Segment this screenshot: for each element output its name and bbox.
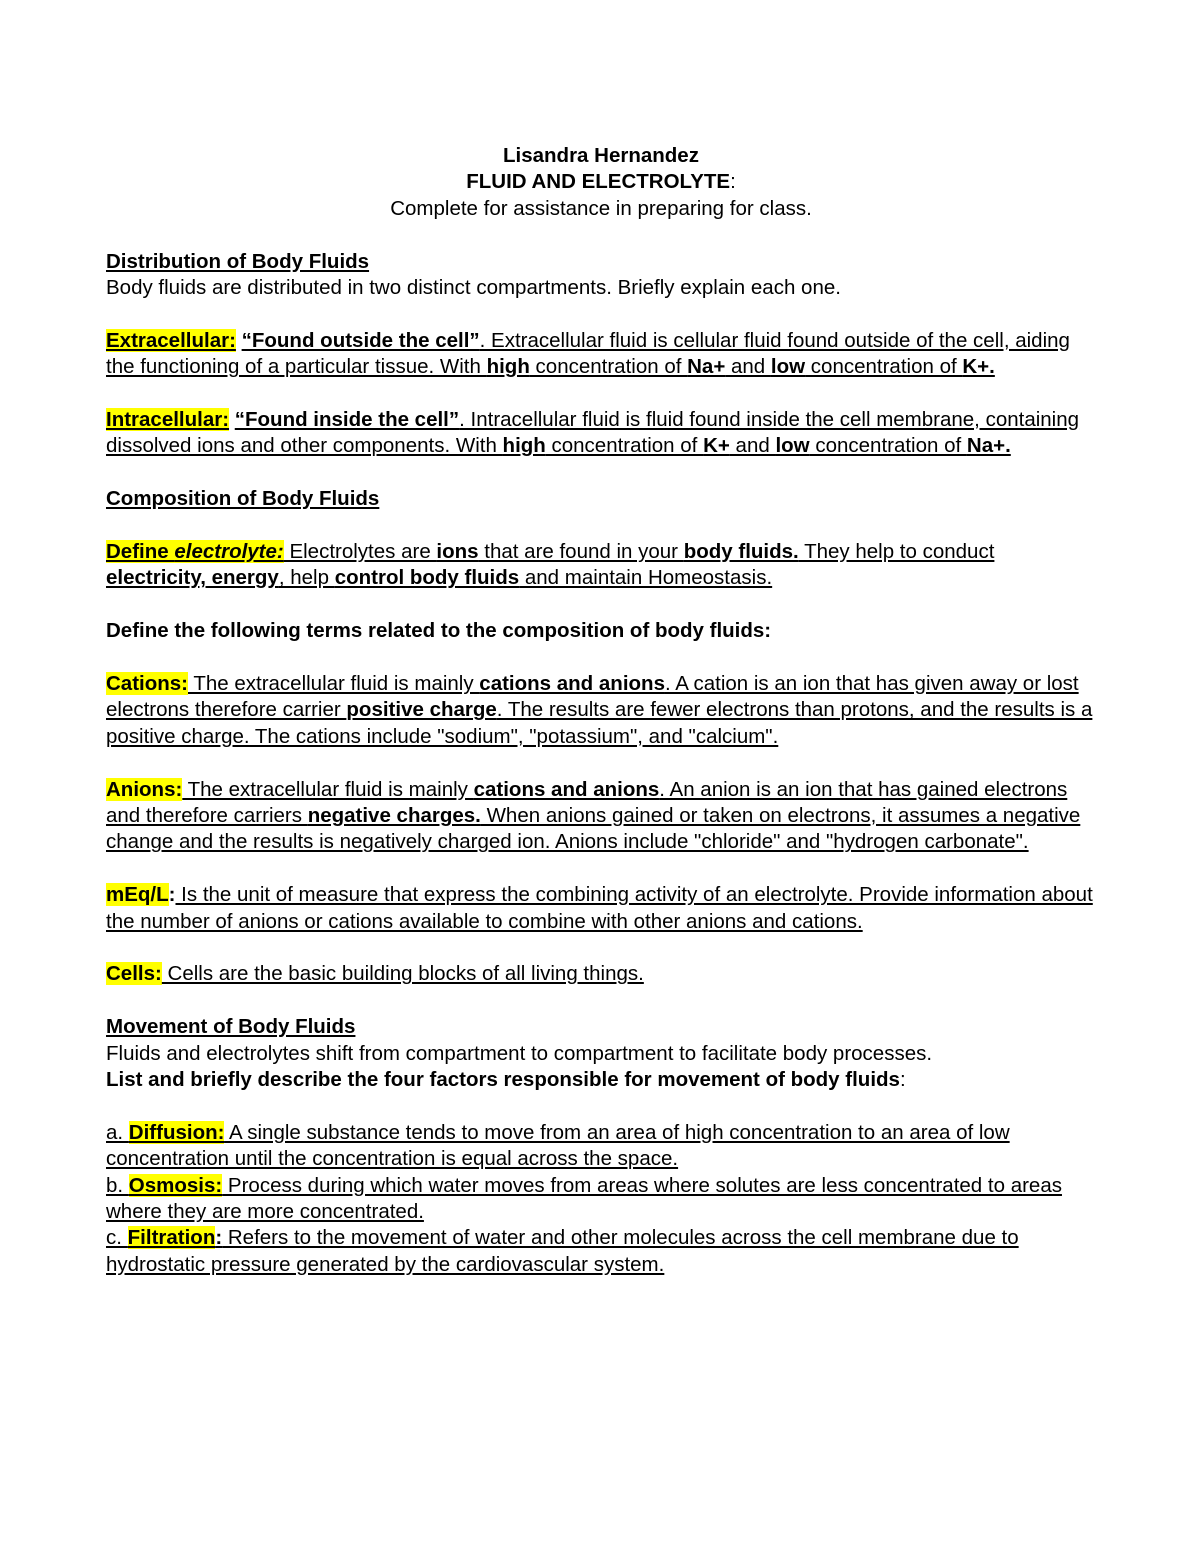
cations-definition: Cations: The extracellular fluid is mainly cations and anions. A cation is an ion that has given away or lost electrons therefore carrier positive charge. The results are fewer electrons than protons, and the results is a positive charge. The cations include "sodium", "potassium", and "calcium". [106, 672, 1093, 748]
document-content [106, 143, 1096, 1278]
diffusion-label: Diffusion: [128, 1120, 225, 1144]
document-subtitle: Complete for assistance in preparing for class. [390, 196, 812, 220]
anions-definition: Anions: The extracellular fluid is mainly cations and anions. An anion is an ion that has gained electrons and therefore carriers negative charges. When anions gained or taken on electrons, it assumes a negative change and the results is negatively charged ion. Anions include "chloride" and "hydrogen carbonate". [106, 777, 1081, 854]
distribution-intro: Body fluids are distributed in two distinct compartments. Briefly explain each one. [106, 276, 841, 300]
intracellular-label: Intracellular: [106, 408, 230, 432]
intracellular-definition: Intracellular: “Found inside the cell”. Intracellular fluid is fluid found inside the cell membrane, containing dissolved ions and other components. With high concentration of K+ and low concentration of Na+. [106, 408, 1080, 458]
movement-intro: Fluids and electrolytes shift from compartment to compartment to facilitate body processes. [106, 1041, 933, 1065]
electrolyte-label: Define electrolyte: [106, 540, 284, 564]
terms-heading: Define the following terms related to the composition of body fluids: [106, 619, 772, 643]
anions-label: Anions: [106, 777, 183, 801]
meq-label: mEq/L [106, 883, 169, 907]
filtration-label: Filtration [127, 1226, 216, 1250]
factor-item-diffusion: a. Diffusion: A single substance tends to move from an area of high concentration to an area of low concentration until the concentration is equal across the space. [106, 1120, 1010, 1171]
factors-heading: List and briefly describe the four factors responsible for movement of body fluids: [106, 1068, 906, 1092]
document-header [106, 143, 1096, 222]
composition-heading: Composition of Body Fluids [106, 487, 380, 511]
osmosis-label: Osmosis: [128, 1173, 223, 1197]
extracellular-label: Extracellular: [106, 328, 236, 352]
movement-heading: Movement of Body Fluids [106, 1015, 356, 1039]
document-title: FLUID AND ELECTROLYTE: [466, 170, 736, 194]
author-name: Lisandra Hernandez [503, 144, 699, 167]
cells-definition: Cells: Cells are the basic building blocks of all living things. [106, 962, 644, 986]
meq-definition: mEq/L: Is the unit of measure that express the combining activity of an electrolyte. Provide information about the number of anions or cations available to combine with other anions and cations. [106, 883, 1093, 933]
electrolyte-definition: Define electrolyte: Electrolytes are ions that are found in your body fluids. They help to conduct electricity, energy, help control body fluids and maintain Homeostasis. [106, 540, 995, 590]
cations-label: Cations: [106, 672, 188, 696]
factor-item-osmosis: b. Osmosis: Process during which water moves from areas where solutes are less concentrated to areas where they are more concentrated. [106, 1173, 1062, 1224]
factor-item-filtration: c. Filtration: Refers to the movement of water and other molecules across the cell membrane due to hydrostatic pressure generated by the cardiovascular system. [106, 1226, 1019, 1276]
distribution-heading: Distribution of Body Fluids [106, 249, 370, 273]
cells-label: Cells: [106, 962, 162, 986]
extracellular-definition: Extracellular: “Found outside the cell”. Extracellular fluid is cellular fluid found outside of the cell, aiding the functioning of a particular tissue. With high concentration of Na+ and low concentration of K+. [106, 328, 1070, 379]
